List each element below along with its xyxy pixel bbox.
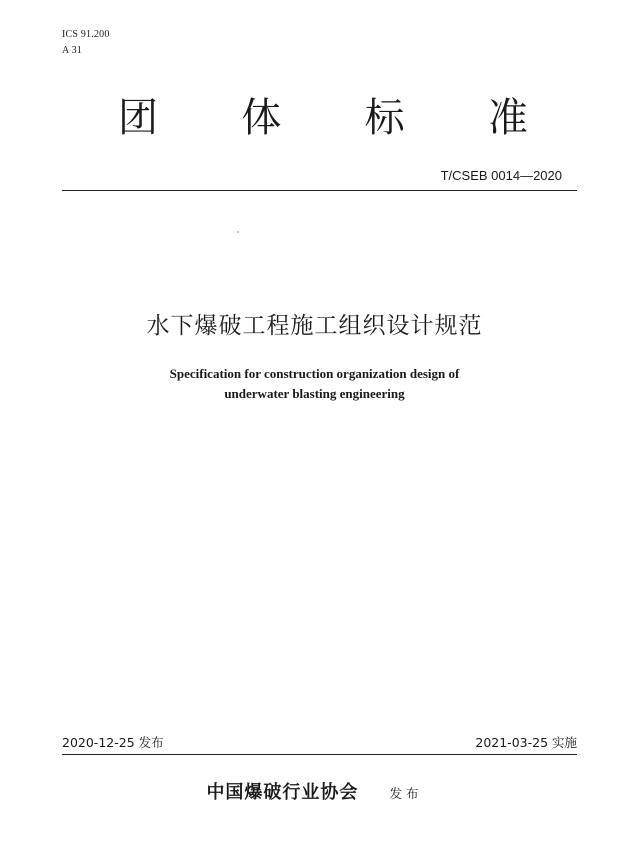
publish-date: 2020-12-25 发布 — [62, 735, 164, 750]
publisher-name: 中国爆破行业协会 — [206, 782, 359, 803]
standard-type-char: 团 — [118, 95, 158, 141]
standard-type-char: 标 — [364, 95, 405, 141]
implement-date: 2021-03-25 实施 — [475, 735, 577, 750]
scan-speck — [237, 231, 239, 233]
ics-code: ICS 91.200 — [62, 29, 110, 40]
title-english — [0, 364, 629, 404]
standard-type-heading — [118, 92, 528, 144]
standard-type-char: 体 — [241, 95, 282, 141]
top-divider — [62, 190, 577, 191]
publisher-row — [0, 779, 629, 807]
title-chinese: 水下爆破工程施工组织设计规范 — [146, 313, 483, 339]
standard-number: T/CSEB 0014—2020 — [440, 168, 562, 183]
dates-row — [62, 734, 577, 752]
standard-type-char: 准 — [487, 95, 528, 141]
ccs-code: A 31 — [62, 45, 82, 56]
publish-label: 发布 — [389, 786, 423, 801]
bottom-divider — [62, 754, 577, 755]
title-english-line: Specification for construction organization design of — [169, 366, 460, 381]
title-english-line: underwater blasting engineering — [224, 386, 405, 401]
